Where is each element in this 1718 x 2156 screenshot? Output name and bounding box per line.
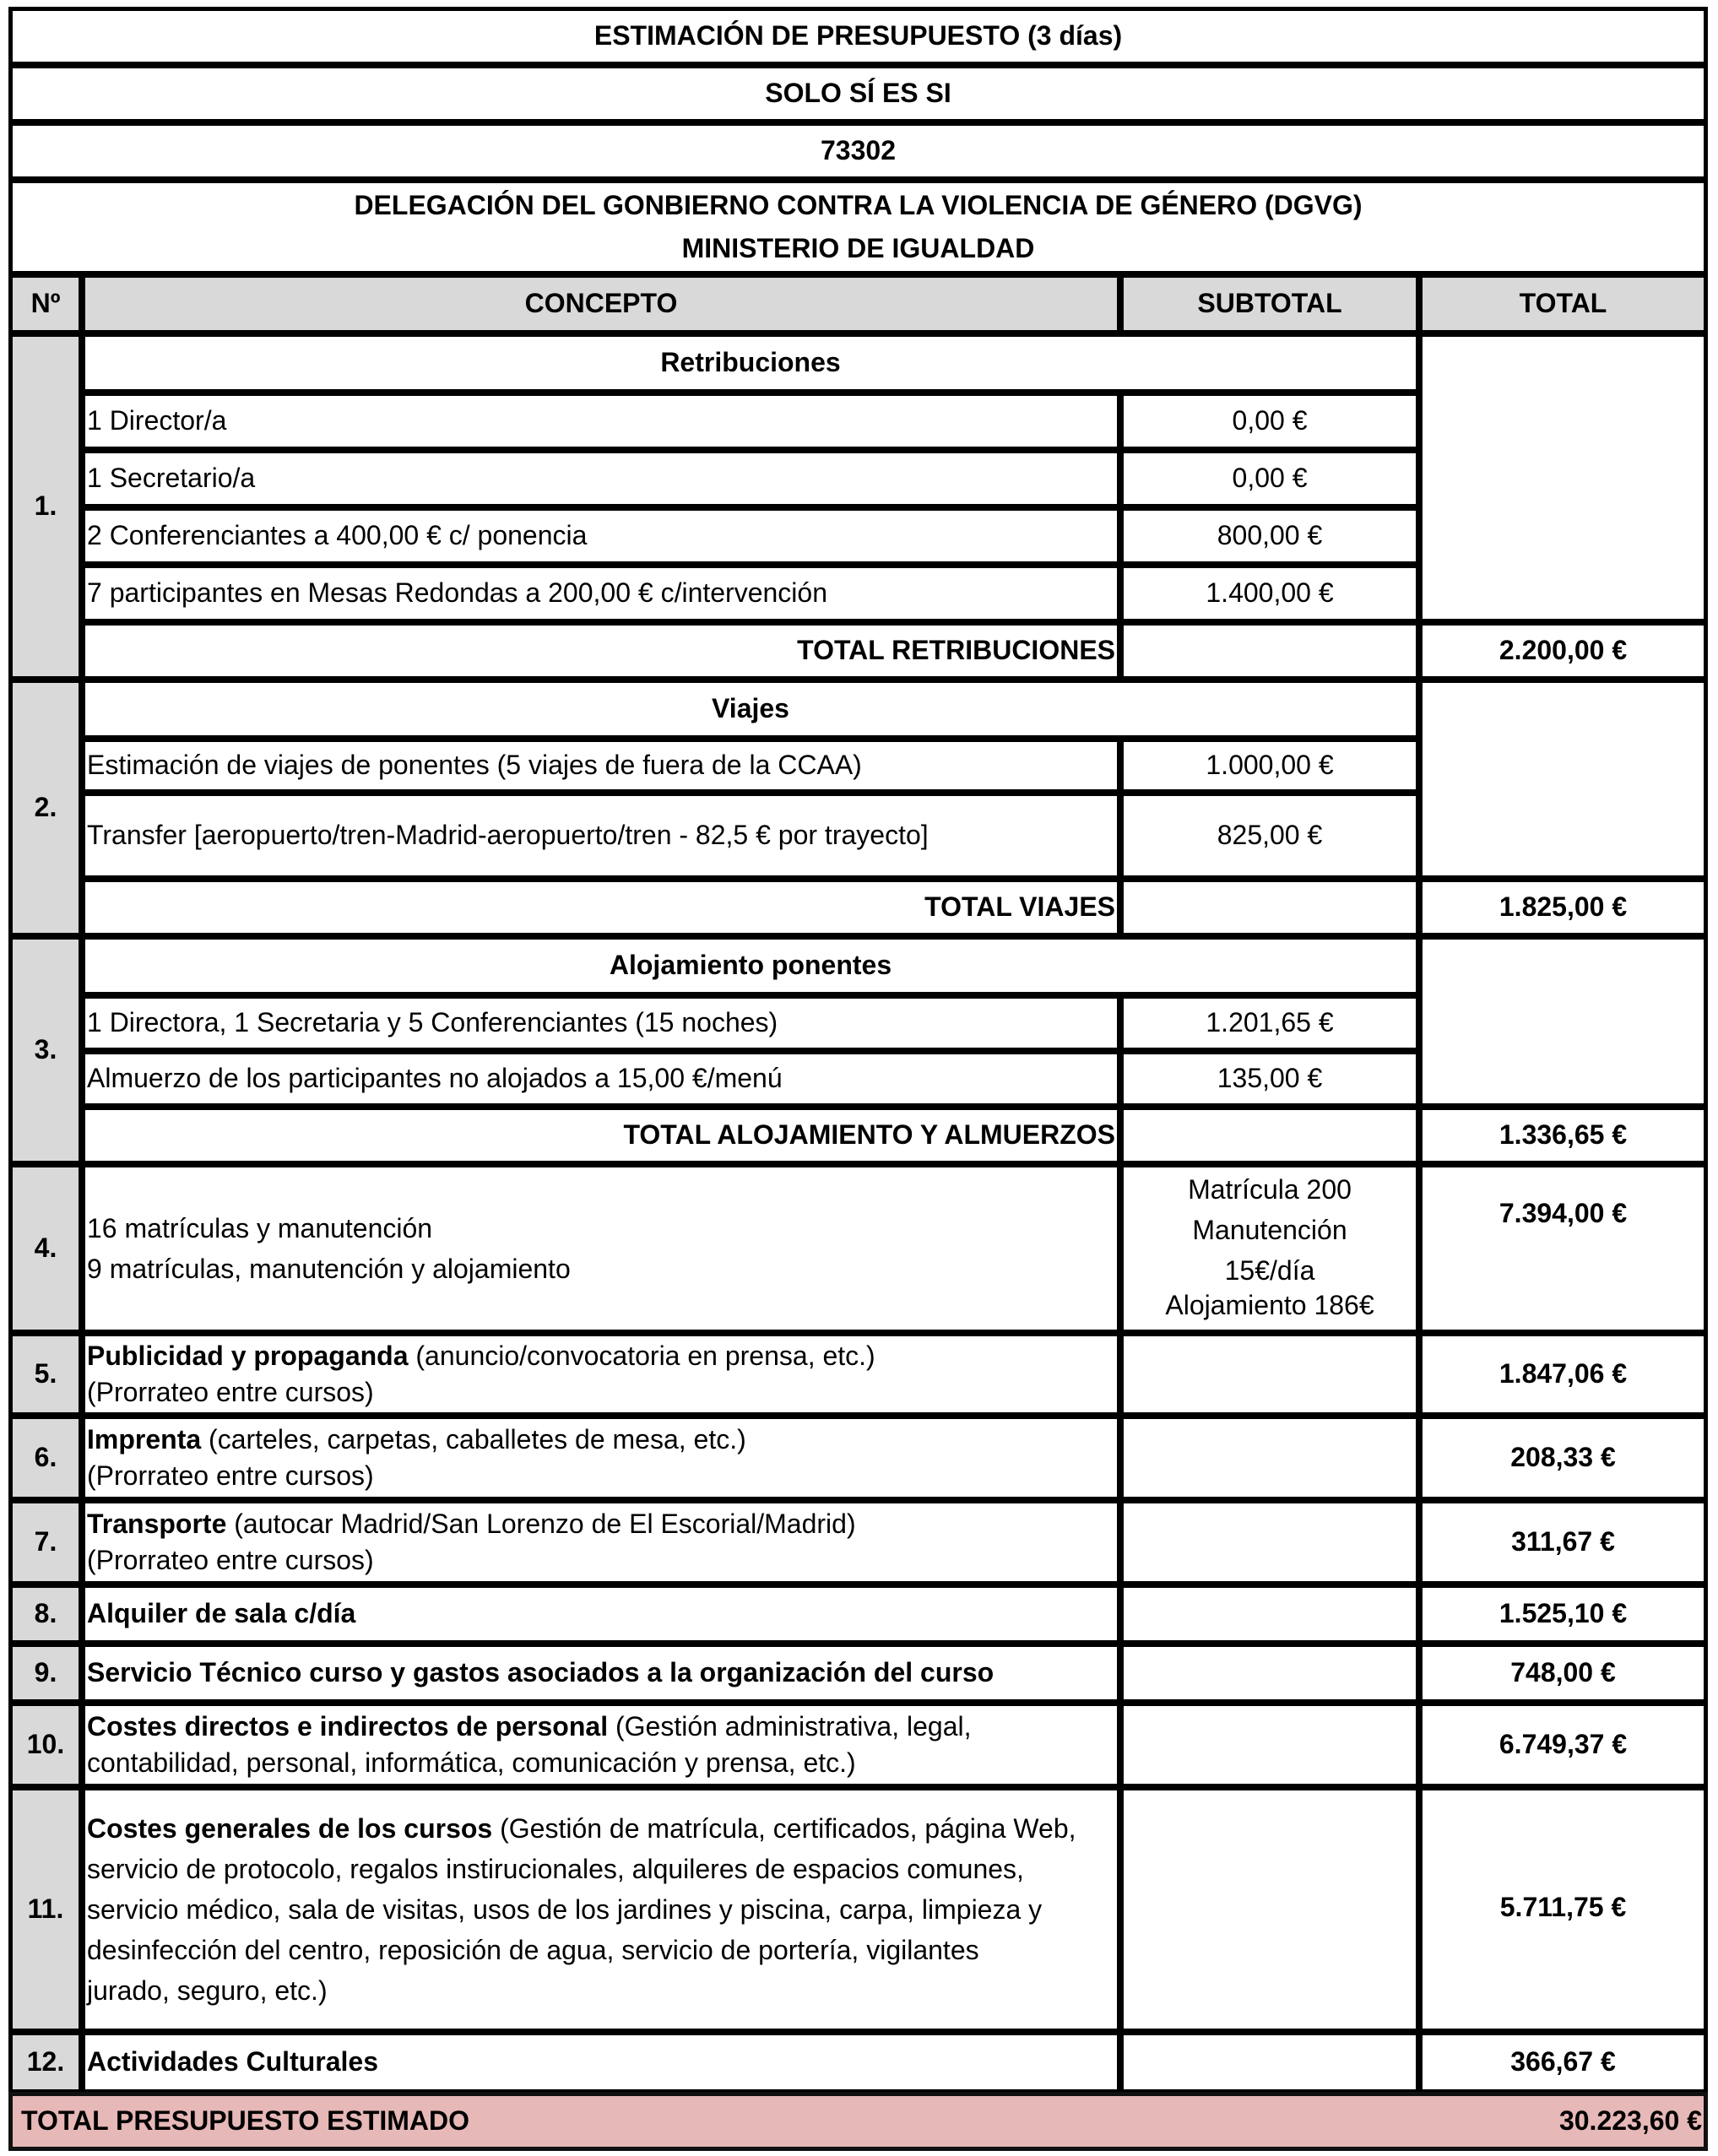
- enrollment-sub-3: 15€/día: [1224, 1255, 1315, 1286]
- general-costs-detail: (Gestión de matrícula, certificados, página Web,: [492, 1813, 1076, 1844]
- subtotal-cell-blank: [1119, 1702, 1420, 1788]
- section-number-8: 8.: [8, 1584, 83, 1644]
- row-subtotal: 1.400,00 €: [1119, 564, 1420, 623]
- column-header-num: Nº: [8, 274, 83, 334]
- organization-block: [8, 179, 1708, 275]
- subtotal-cell-blank: [1119, 2031, 1420, 2094]
- budget-title: ESTIMACIÓN DE PRESUPUESTO (3 días): [8, 7, 1708, 66]
- section-number-9: 9.: [8, 1643, 83, 1704]
- printing-line-2: (Prorrateo entre cursos): [87, 1460, 374, 1491]
- subtotal-cell-blank: [1119, 1786, 1420, 2033]
- printing-line-1: [87, 1422, 746, 1458]
- course-code: 73302: [8, 122, 1708, 181]
- technical-service-concept: Servicio Técnico curso y gastos asociados a la organización del curso: [81, 1643, 1121, 1704]
- section-number-6: 6.: [8, 1415, 83, 1501]
- enrollment-subtotal: [1119, 1163, 1420, 1334]
- section-number-5: 5.: [8, 1332, 83, 1417]
- section-total-value: 1.847,06 €: [1418, 1332, 1708, 1417]
- row-subtotal: 800,00 €: [1119, 506, 1420, 566]
- subtotal-cell-blank: [1119, 878, 1420, 937]
- column-header-concept: CONCEPTO: [81, 274, 1121, 334]
- section-total-value: 366,67 €: [1418, 2031, 1708, 2094]
- subtotal-cell-blank: [1119, 1332, 1420, 1417]
- enrollment-concept: [81, 1163, 1121, 1334]
- personnel-costs-concept: [81, 1702, 1121, 1788]
- transport-line-2: (Prorrateo entre cursos): [87, 1545, 374, 1575]
- personnel-costs-line-2: contabilidad, personal, informática, comunicación y prensa, etc.): [87, 1747, 856, 1778]
- organization-line-1: DELEGACIÓN DEL GONBIERNO CONTRA LA VIOLENCIA DE GÉNERO (DGVG): [354, 189, 1363, 220]
- row-subtotal: 0,00 €: [1119, 392, 1420, 451]
- row-concept: Almuerzo de los participantes no alojados a 15,00 €/menú: [81, 1050, 1121, 1108]
- row-concept: 1 Secretario/a: [81, 449, 1121, 508]
- subtotal-cell-blank: [1119, 1106, 1420, 1165]
- enrollment-sub-2: Manutención: [1192, 1215, 1347, 1245]
- section-total-value: 311,67 €: [1418, 1499, 1708, 1585]
- transport-line-1: [87, 1506, 856, 1542]
- subtotal-cell-blank: [1119, 621, 1420, 680]
- grand-total-row: [8, 2092, 1708, 2151]
- organization-line-2: MINISTERIO DE IGUALDAD: [681, 233, 1035, 263]
- general-costs-line-5: jurado, seguro, etc.): [87, 1975, 328, 2006]
- enrollment-sub-1: Matrícula 200: [1188, 1174, 1352, 1205]
- grand-total-value: 30.223,60 €: [1558, 2105, 1702, 2137]
- section-total-value: 208,33 €: [1418, 1415, 1708, 1501]
- section-total-value: 6.749,37 €: [1418, 1702, 1708, 1788]
- transport-detail: (autocar Madrid/San Lorenzo de El Escorial/Madrid): [226, 1508, 856, 1539]
- personnel-costs-line-1: [87, 1709, 971, 1745]
- column-header-subtotal: SUBTOTAL: [1119, 274, 1420, 334]
- transport-concept: [81, 1499, 1121, 1585]
- section-total-label: TOTAL VIAJES: [81, 878, 1121, 937]
- general-costs-title: Costes generales de los cursos: [87, 1813, 493, 1844]
- section-total-value: 5.711,75 €: [1418, 1786, 1708, 2033]
- section-number-4: 4.: [8, 1163, 83, 1334]
- enrollment-line-1: 16 matrículas y manutención: [87, 1213, 433, 1243]
- section-number-10: 10.: [8, 1702, 83, 1788]
- general-costs-line-4: desinfección del centro, reposición de agua, servicio de portería, vigilantes: [87, 1935, 979, 1965]
- total-cell-blank: [1418, 679, 1708, 880]
- printing-title: Imprenta: [87, 1423, 202, 1454]
- row-concept: 1 Director/a: [81, 392, 1121, 451]
- transport-title: Transporte: [87, 1508, 227, 1539]
- row-subtotal: 1.000,00 €: [1119, 738, 1420, 794]
- section-total-value: 7.394,00 €: [1418, 1163, 1708, 1334]
- general-costs-line-2: servicio de protocolo, regalos instirucionales, alquileres de espacios comunes,: [87, 1854, 1024, 1884]
- section-number-3: 3.: [8, 935, 83, 1165]
- section-total-value: 748,00 €: [1418, 1643, 1708, 1704]
- section-number-12: 12.: [8, 2031, 83, 2094]
- section-number-7: 7.: [8, 1499, 83, 1585]
- advertising-line-2: (Prorrateo entre cursos): [87, 1377, 374, 1407]
- row-concept: 7 participantes en Mesas Redondas a 200,00 € c/intervención: [81, 564, 1121, 623]
- general-costs-concept: [81, 1786, 1121, 2033]
- section-total-value: 1.336,65 €: [1418, 1106, 1708, 1165]
- course-name: SOLO SÍ ES SI: [8, 64, 1708, 123]
- column-header-total: TOTAL: [1418, 274, 1708, 334]
- general-costs-line-1: [87, 1808, 1076, 1849]
- row-concept: 2 Conferenciantes a 400,00 € c/ ponencia: [81, 506, 1121, 566]
- section-number-1: 1.: [8, 333, 83, 680]
- subtotal-cell-blank: [1119, 1643, 1420, 1704]
- subtotal-cell-blank: [1119, 1499, 1420, 1585]
- section-heading-retribuciones: Retribuciones: [81, 333, 1420, 393]
- section-total-value: 1.525,10 €: [1418, 1584, 1708, 1644]
- advertising-concept: [81, 1332, 1121, 1417]
- row-concept: Transfer [aeropuerto/tren-Madrid-aeropuerto/tren - 82,5 € por trayecto]: [81, 792, 1121, 880]
- advertising-title: Publicidad y propaganda: [87, 1340, 409, 1371]
- row-concept: Estimación de viajes de ponentes (5 viajes de fuera de la CCAA): [81, 738, 1121, 794]
- cultural-activities-concept: Actividades Culturales: [81, 2031, 1121, 2094]
- section-total-label: TOTAL RETRIBUCIONES: [81, 621, 1121, 680]
- section-number-11: 11.: [8, 1786, 83, 2033]
- row-subtotal: 1.201,65 €: [1119, 994, 1420, 1052]
- section-total-value: 2.200,00 €: [1418, 621, 1708, 680]
- subtotal-cell-blank: [1119, 1584, 1420, 1644]
- room-rental-concept: Alquiler de sala c/día: [81, 1584, 1121, 1644]
- row-subtotal: 135,00 €: [1119, 1050, 1420, 1108]
- row-subtotal: 825,00 €: [1119, 792, 1420, 880]
- total-cell-blank: [1418, 333, 1708, 623]
- row-concept: 1 Directora, 1 Secretaria y 5 Conferenciantes (15 noches): [81, 994, 1121, 1052]
- section-total-value: 1.825,00 €: [1418, 878, 1708, 937]
- total-cell-blank: [1418, 935, 1708, 1108]
- subtotal-cell-blank: [1119, 1415, 1420, 1501]
- enrollment-line-2: 9 matrículas, manutención y alojamiento: [87, 1254, 571, 1284]
- advertising-line-1: [87, 1338, 875, 1374]
- printing-concept: [81, 1415, 1121, 1501]
- section-number-2: 2.: [8, 679, 83, 937]
- personnel-costs-detail: (Gestión administrativa, legal,: [608, 1710, 972, 1742]
- advertising-detail: (anuncio/convocatoria en prensa, etc.): [408, 1340, 875, 1371]
- row-subtotal: 0,00 €: [1119, 449, 1420, 508]
- grand-total-label: TOTAL PRESUPUESTO ESTIMADO: [21, 2105, 470, 2137]
- printing-detail: (carteles, carpetas, caballetes de mesa, etc.): [201, 1423, 746, 1454]
- enrollment-sub-4: Alojamiento 186€: [1165, 1290, 1374, 1320]
- section-heading-viajes: Viajes: [81, 679, 1420, 739]
- general-costs-line-3: servicio médico, sala de visitas, usos de los jardines y piscina, carpa, limpieza y: [87, 1894, 1043, 1925]
- personnel-costs-title: Costes directos e indirectos de personal: [87, 1710, 609, 1742]
- section-total-label: TOTAL ALOJAMIENTO Y ALMUERZOS: [81, 1106, 1121, 1165]
- section-heading-alojamiento: Alojamiento ponentes: [81, 935, 1420, 996]
